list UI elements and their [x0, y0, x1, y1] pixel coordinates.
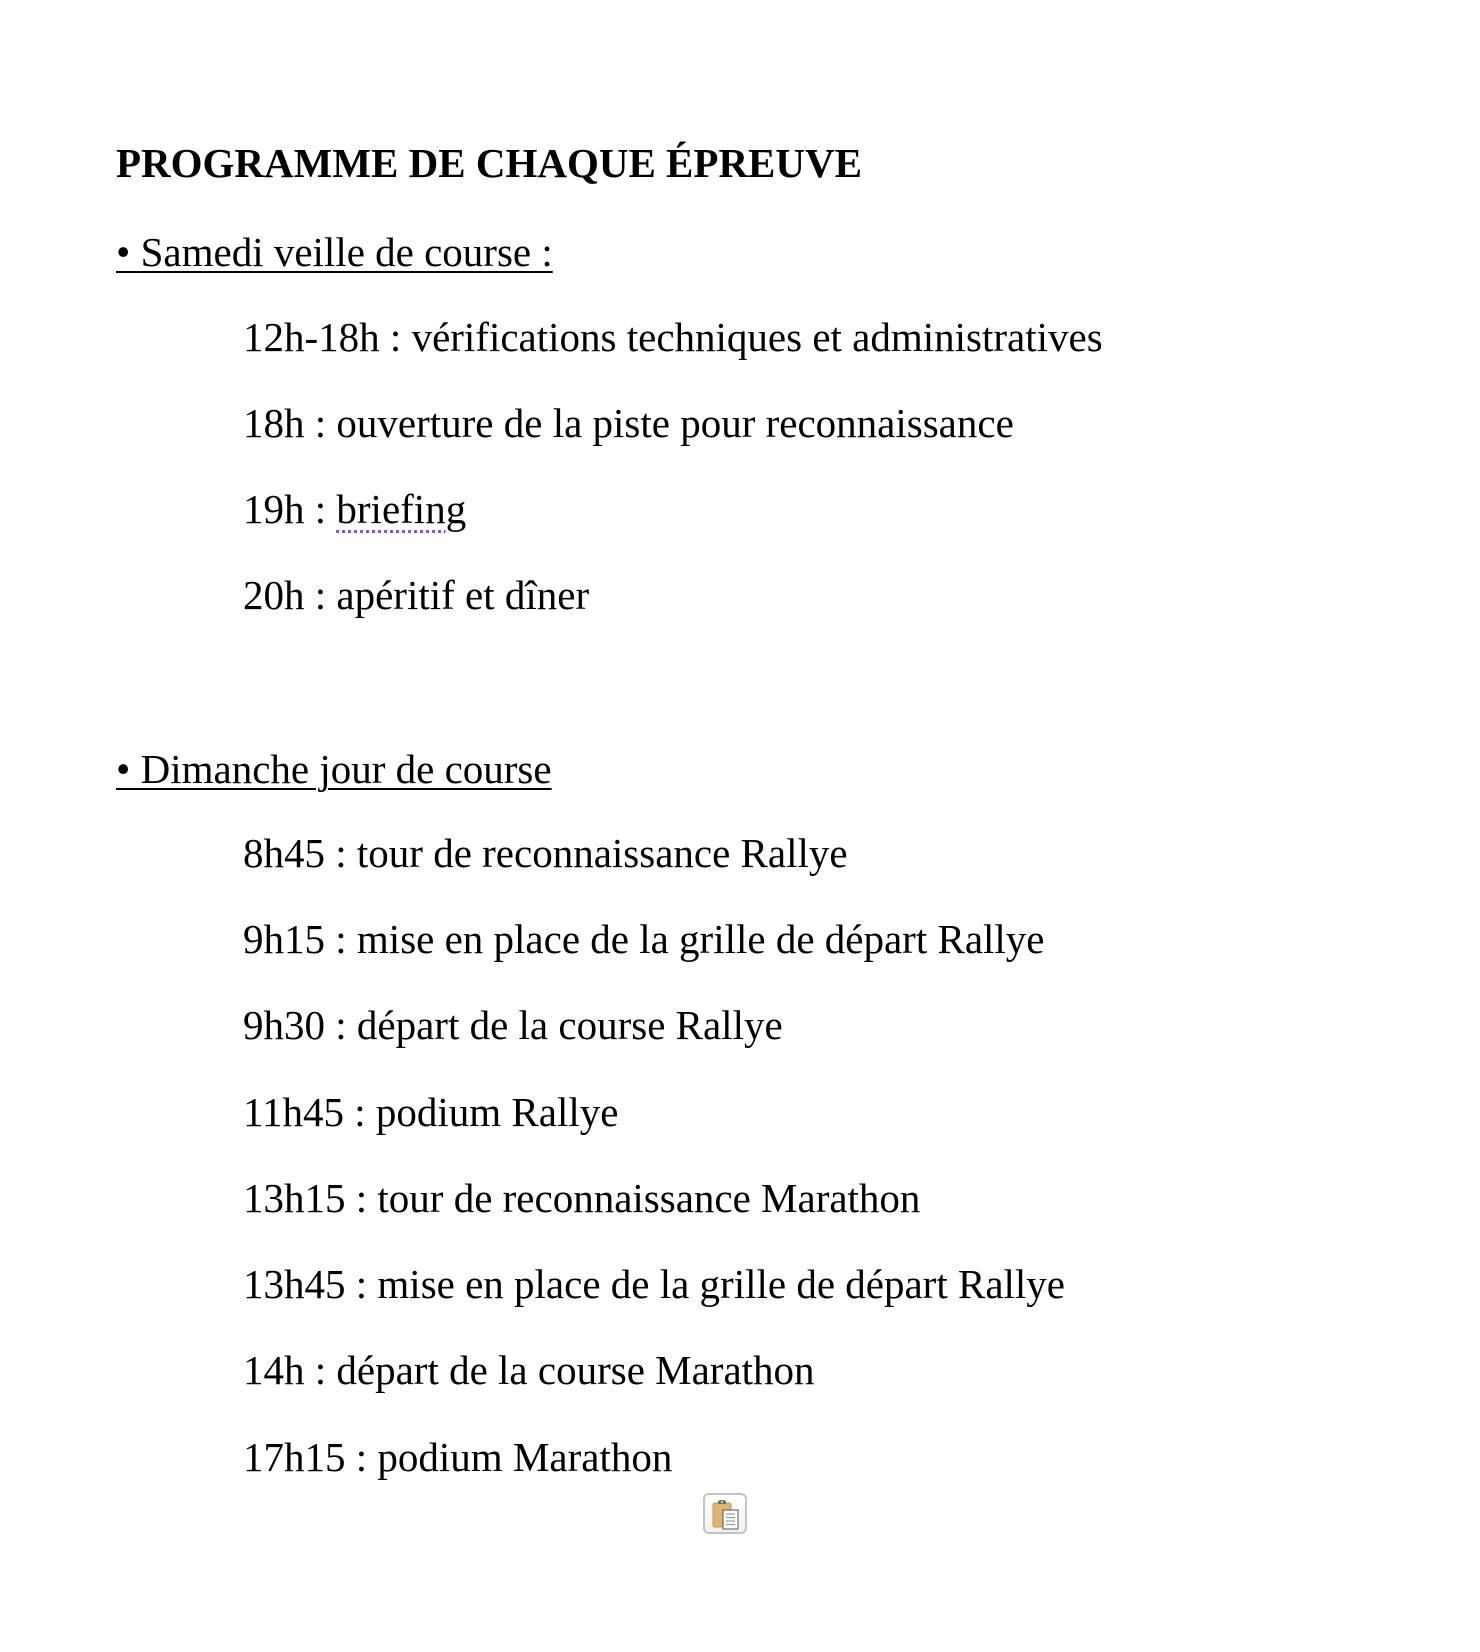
schedule-item [243, 1171, 920, 1225]
schedule-text: vérifications techniques et administratives [411, 314, 1103, 360]
schedule-item [243, 568, 589, 622]
schedule-text: podium Rallye [375, 1089, 619, 1135]
schedule-item [243, 826, 848, 880]
schedule-separator: : [379, 314, 412, 360]
schedule-text: podium Marathon [377, 1434, 673, 1480]
schedule-time: 11h45 [243, 1089, 344, 1135]
schedule-item [243, 1257, 1065, 1311]
schedule-time: 18h [243, 400, 305, 446]
page-title: PROGRAMME DE CHAQUE ÉPREUVE [116, 140, 862, 186]
schedule-time: 13h45 [243, 1261, 346, 1307]
schedule-separator: : [304, 572, 337, 618]
spellcheck-flagged-word[interactable]: briefing [336, 486, 467, 532]
schedule-item [243, 310, 1103, 364]
schedule-item [243, 998, 783, 1052]
schedule-text: tour de reconnaissance Rallye [356, 830, 848, 876]
schedule-item [243, 912, 1045, 966]
schedule-text: départ de la course Marathon [336, 1347, 815, 1393]
schedule-time: 14h [243, 1347, 305, 1393]
schedule-time: 12h-18h [243, 314, 380, 360]
schedule-time: 20h [243, 572, 305, 618]
schedule-separator: : [343, 1089, 376, 1135]
schedule-text: apéritif et dîner [336, 572, 590, 618]
paste-options-button[interactable] [703, 1493, 747, 1534]
schedule-time: 13h15 [243, 1175, 346, 1221]
schedule-separator: : [325, 830, 357, 876]
schedule-time: 19h [243, 486, 305, 532]
schedule-item [243, 1430, 672, 1484]
schedule-item [243, 1085, 618, 1139]
schedule-time: 17h15 [243, 1434, 346, 1480]
schedule-text: ouverture de la piste pour reconnaissance [336, 400, 1014, 446]
schedule-separator: : [345, 1175, 378, 1221]
schedule-text: tour de reconnaissance Marathon [377, 1175, 921, 1221]
schedule-text: mise en place de la grille de départ Rallye [377, 1261, 1065, 1307]
schedule-time: 9h30 [243, 1002, 325, 1048]
schedule-time: 8h45 [243, 830, 325, 876]
schedule-separator: : [345, 1434, 378, 1480]
schedule-item [243, 396, 1014, 450]
schedule-text: mise en place de la grille de départ Rallye [356, 916, 1045, 962]
clipboard-paste-icon [711, 1499, 741, 1531]
schedule-time: 9h15 [243, 916, 325, 962]
section-title-samedi: • Samedi veille de course : [116, 229, 553, 275]
section-title-dimanche: • Dimanche jour de course [116, 746, 552, 792]
schedule-item [243, 482, 466, 536]
schedule-separator: : [304, 400, 337, 446]
schedule-text: départ de la course Rallye [356, 1002, 783, 1048]
schedule-separator: : [304, 1347, 337, 1393]
schedule-separator: : [304, 486, 337, 532]
schedule-separator: : [325, 916, 357, 962]
schedule-item [243, 1343, 815, 1397]
schedule-separator: : [325, 1002, 357, 1048]
schedule-separator: : [345, 1261, 378, 1307]
